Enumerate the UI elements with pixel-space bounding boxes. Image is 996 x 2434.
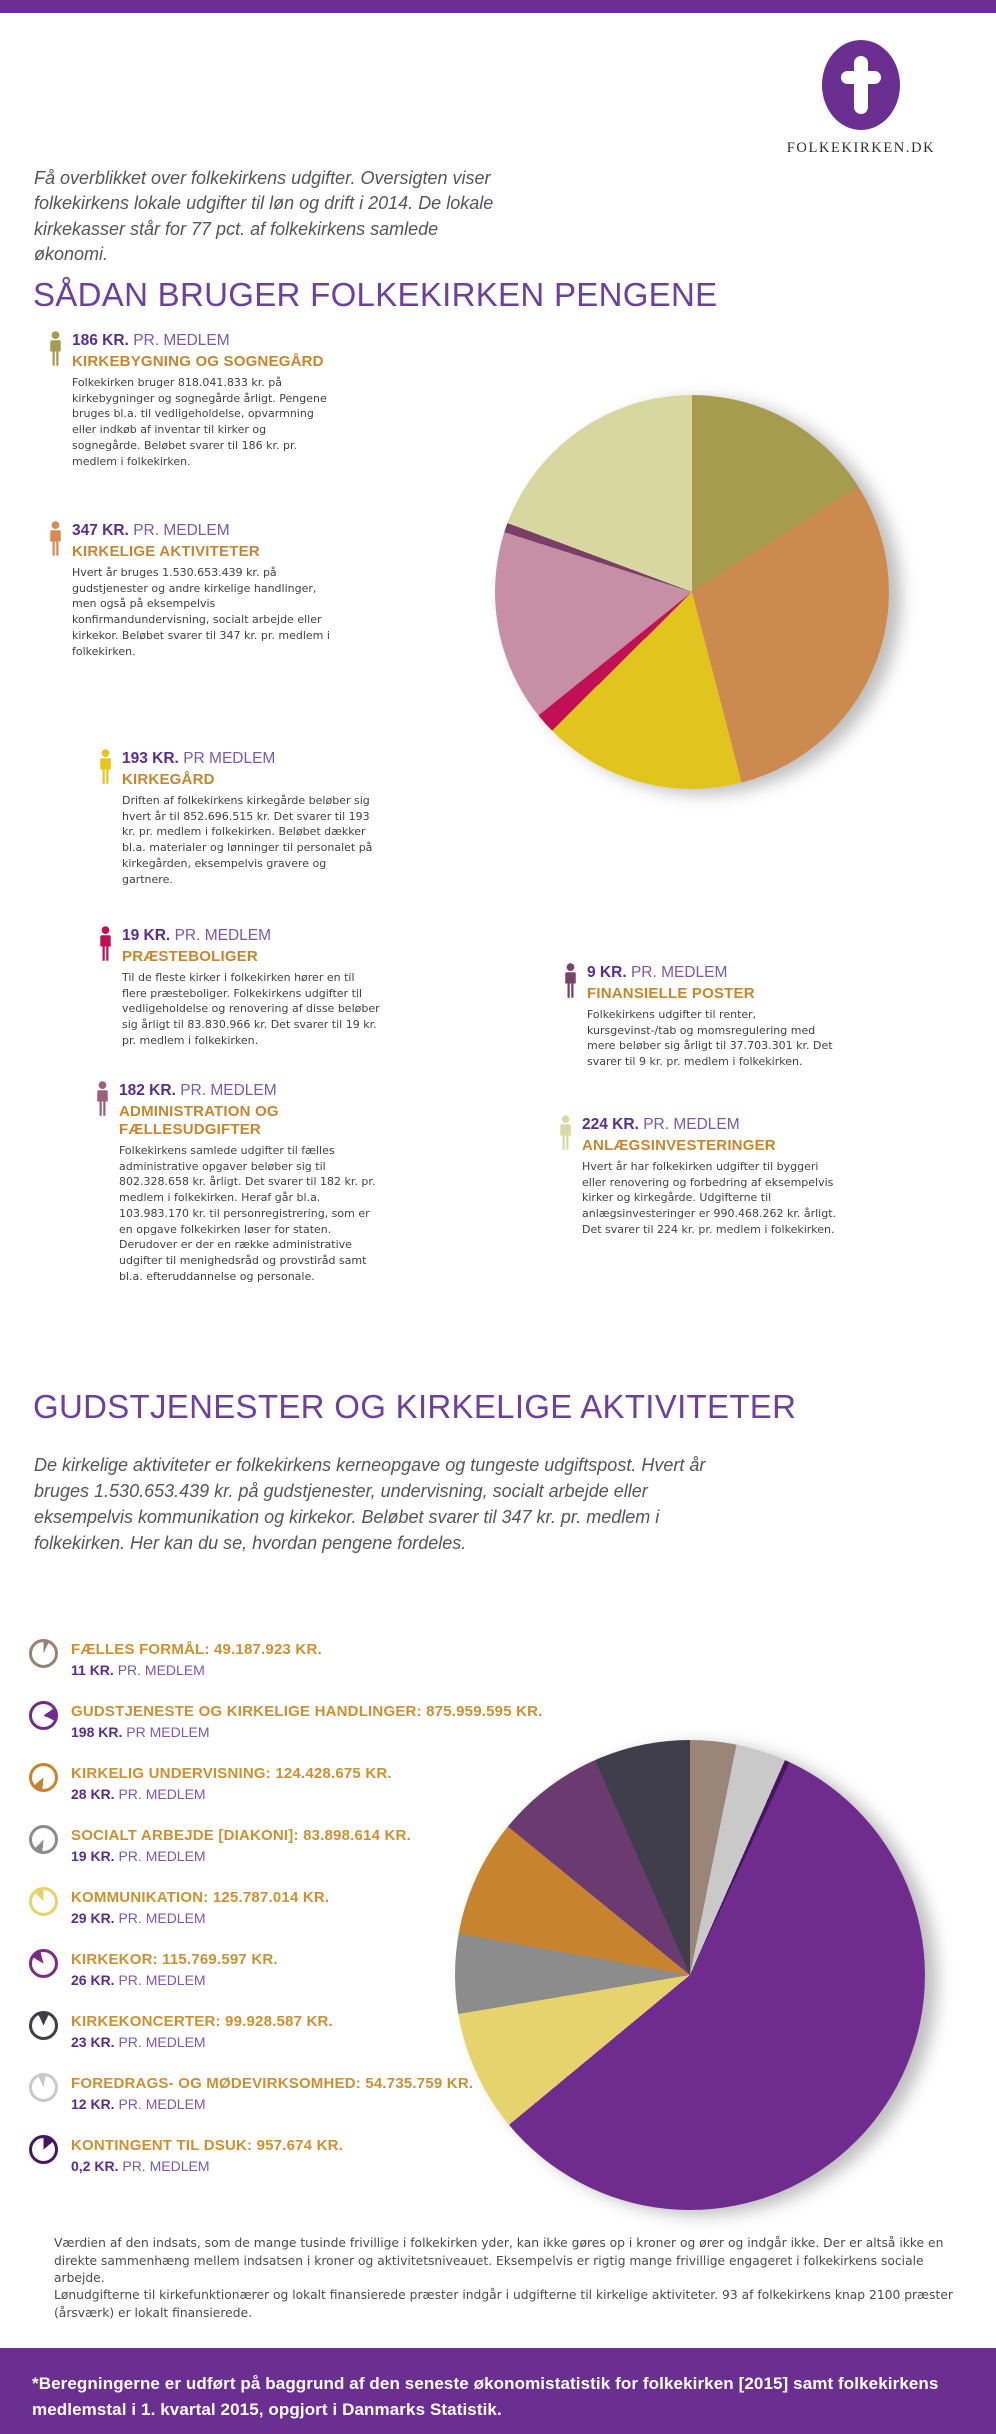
expense-amount: 182 KR. [119,1082,176,1099]
section1-heading: SÅDAN BRUGER FOLKEKIRKEN PENGENE [33,276,718,313]
person-icon [95,1081,110,1284]
cross-icon [822,40,900,130]
activity-amount: 23 KR. [71,2034,115,2050]
activity-amount: 29 KR. [71,1910,115,1926]
pie-fraction-icon [29,1949,58,1978]
activity-amount: 28 KR. [71,1786,115,1802]
activity-label: FÆLLES FORMÅL: 49.187.923 KR. [71,1641,322,1658]
activity-label: KOMMUNIKATION: 125.787.014 KR. [71,1889,330,1906]
activity-label: KIRKEKOR: 115.769.597 KR. [71,1951,278,1968]
activity-item [29,1703,589,1740]
pie-fraction-icon [29,1701,58,1730]
pie-fraction-icon [29,2135,58,2164]
person-icon [48,331,63,469]
pie-fraction-icon [29,1825,58,1854]
expense-description: Hvert år har folkekirken udgifter til byggeri eller renovering og forbedring af eksempelvis kirker og kirkegårde. Udgifterne til anlægsinvesteringer er 990.468.262 kr. årligt. Det svarer til 224 kr. pr. medlem i folkekirken. [582,1160,837,1236]
expense-per-member: PR. MEDLEM [133,522,230,539]
expense-item [48,331,330,469]
expense-title: PRÆSTEBOLIGER [122,948,258,965]
expense-amount: 193 KR. [122,750,179,767]
activity-amount: 19 KR. [71,1848,115,1864]
activity-amount: 0,2 KR. [71,2158,119,2174]
activity-amount: 198 KR. [71,1724,123,1740]
expense-per-member: PR MEDLEM [183,750,276,767]
pie-chart-total-expenses [495,395,889,789]
expense-title: FINANSIELLE POSTER [587,985,755,1002]
activity-per-member: PR. MEDLEM [118,1972,206,1988]
activity-amount: 11 KR. [71,1662,114,1678]
intro-text: Få overblikket over folkekirkens udgifter. Oversigten viser folkekirkens lokale udgifter til løn og drift i 2014. De lokale kirkekasser står for 77 pct. af folkekirkens samlede økonomi. [34,168,494,264]
expense-amount: 224 KR. [582,1116,639,1133]
expense-item [48,521,330,659]
expense-per-member: PR. MEDLEM [174,927,272,944]
activity-per-member: PR. MEDLEM [117,1662,205,1678]
activity-label: SOCIALT ARBEJDE [DIAKONI]: 83.898.614 KR. [71,1827,411,1844]
activity-item [29,1641,589,1678]
footer-note: *Beregningerne er udført på baggrund af den seneste økonomistatistik for folkekirken [2015] samt folkekirkens medlemstal i 1. kvartal 2015, opgjort i Danmarks Statistik. [32,2374,939,2419]
expense-title: KIRKELIGE AKTIVITETER [72,543,260,560]
activity-amount: 12 KR. [71,2096,115,2112]
expense-item [98,749,380,887]
expense-description: Folkekirken bruger 818.041.833 kr. på kirkebygninger og sognegårde årligt. Pengene bruges bl.a. til vedligeholdelse, opvarmning eller indkøb af inventar til kirker og sognegårde. Beløbet svarer til 186 kr. pr. medlem i folkekirken. [72,376,327,468]
pie-fraction-icon [29,2011,58,2040]
person-icon [98,926,113,1049]
expense-amount: 186 KR. [72,332,129,349]
expense-per-member: PR. MEDLEM [630,964,728,981]
expense-item [563,963,845,1070]
person-icon [558,1115,573,1238]
expense-title: KIRKEBYGNING OG SOGNEGÅRD [72,353,324,370]
footer-bar [0,2348,996,2434]
pie-fraction-icon [29,1763,58,1792]
activity-per-member: PR. MEDLEM [118,1786,206,1802]
expense-amount: 347 KR. [72,522,129,539]
expense-item [98,926,380,1049]
activity-label: KIRKEKONCERTER: 99.928.587 KR. [71,2013,333,2030]
activity-per-member: PR. MEDLEM [118,1848,206,1864]
expense-item [95,1081,377,1284]
expense-description: Folkekirkens samlede udgifter til fælles administrative opgaver beløber sig til 802.328.658 kr. årligt. Det svarer til 182 kr. pr. medlem i folkekirken. Heraf går bl.a. 103.983.170 kr. til personregistrering, som er en opgave folkekirken løser for staten. Derudover er der en række administrative udgifter til menighedsråd og provstiråd samt bl.a. efteruddannelse og personale. [119,1144,376,1283]
expense-title: KIRKEGÅRD [122,771,215,788]
expense-amount: 19 KR. [122,927,171,944]
expense-title: ADMINISTRATION OG FÆLLESUDGIFTER [119,1103,279,1138]
expense-description: Folkekirkens udgifter til renter, kursgevinst-/tab og momsregulering med mere beløber sig årligt til 37.703.301 kr. Det svarer til 9 kr. pr. medlem i folkekirken. [587,1008,833,1069]
pie-fraction-icon [29,1639,58,1668]
expense-description: Til de fleste kirker i folkekirken hører en til flere præsteboliger. Folkekirkens udgifter til vedligeholdelse og renovering af disse beløber sig årligt til 83.830.966 kr. Det svarer til 19 kr. pr. medlem i folkekirken. [122,971,380,1047]
expense-per-member: PR. MEDLEM [133,332,230,349]
expense-per-member: PR. MEDLEM [643,1116,740,1133]
activity-per-member: PR. MEDLEM [118,2034,206,2050]
top-purple-bar [0,0,996,13]
expense-item [558,1115,840,1238]
section2-heading: GUDSTJENESTER OG KIRKELIGE AKTIVITETER [33,1388,797,1425]
footnote-volunteers: Værdien af den indsats, som de mange tusinde frivillige i folkekirken yder, kan ikke gøres op i kroner og ører og indgår ikke. Der er altså ikke en direkte sammenhæng mellem indsatsen i kroner og aktivitetsniveauet. Eksempelvis er rigtig mange frivillige engageret i folkekirkens sociale arbejde. [54,2236,944,2285]
activity-item [29,1765,589,1802]
expense-title: ANLÆGSINVESTERINGER [582,1137,776,1154]
pie-chart-activities [455,1740,925,2210]
activity-label: KONTINGENT TIL DSUK: 957.674 KR. [71,2137,344,2154]
folkekirken-logo [822,40,900,130]
expense-amount: 9 KR. [587,964,627,981]
expense-per-member: PR. MEDLEM [180,1082,277,1099]
activity-label: FOREDRAGS- OG MØDEVIRKSOMHED: 54.735.759 KR. [71,2075,474,2092]
person-icon [563,963,578,1070]
person-icon [98,749,113,887]
footnote-salaries: Lønudgifterne til kirkefunktionærer og lokalt finansierede præster indgår i udgifterne til kirkelige aktiviteter. 93 af folkekirkens knap 2100 præster (årsværk) er lokalt finansierede. [54,2288,953,2320]
activity-per-member: PR. MEDLEM [118,2096,206,2112]
activity-per-member: PR MEDLEM [126,1724,210,1740]
brand-text: FOLKEKIRKEN.DK [786,140,936,156]
activity-amount: 26 KR. [71,1972,115,1988]
activity-per-member: PR. MEDLEM [118,1910,206,1926]
activity-label: GUDSTJENESTE OG KIRKELIGE HANDLINGER: 875.959.595 KR. [71,1703,543,1720]
section2-intro: De kirkelige aktiviteter er folkekirkens kerneopgave og tungeste udgiftspost. Hvert år bruges 1.530.653.439 kr. på gudstjenester, undervisning, socialt arbejde eller eksempelvis kommunikation og kirkekor. Beløbet svarer til 347 kr. pr. medlem i folkekirken. Her kan du se, hvordan pengene fordeles. [34,1455,706,1553]
expense-description: Hvert år bruges 1.530.653.439 kr. på gudstjenester og andre kirkelige handlinger, men også på eksempelvis konfirmandundervisning, socialt arbejde eller kirkekor. Beløbet svarer til 347 kr. pr. medlem i folkekirken. [72,566,330,658]
pie-fraction-icon [29,2073,58,2102]
activity-label: KIRKELIG UNDERVISNING: 124.428.675 KR. [71,1765,392,1782]
activity-item [29,2137,589,2174]
person-icon [48,521,63,659]
expense-description: Driften af folkekirkens kirkegårde beløber sig hvert år til 852.696.515 kr. Det svarer til 193 kr. pr. medlem i folkekirken. Beløbet dækker bl.a. materialer og lønninger til personalet på kirkegården, eksempelvis gravere og gartnere. [122,794,373,886]
activity-per-member: PR. MEDLEM [122,2158,210,2174]
pie-fraction-icon [29,1887,58,1916]
